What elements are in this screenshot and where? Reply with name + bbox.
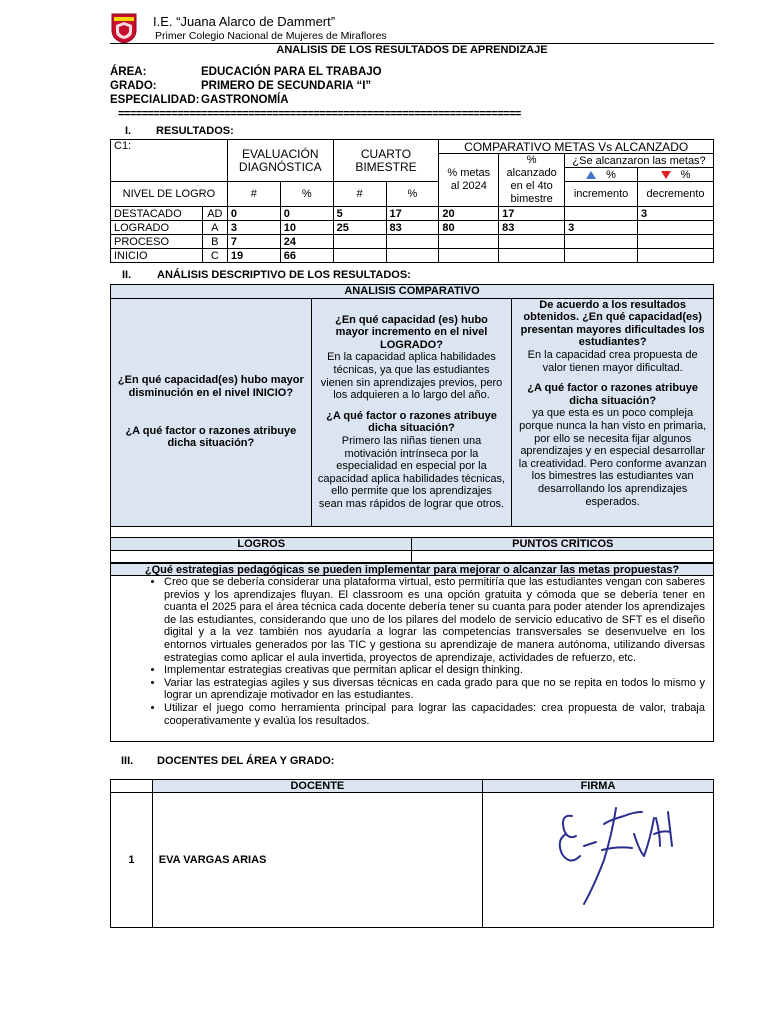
incremento-pct-cell: [565, 168, 638, 182]
results-table: [110, 139, 714, 263]
comparativo-header: COMPARATIVO METAS Vs ALCANZADO: [439, 140, 714, 154]
meta-cell: 80: [439, 221, 499, 235]
num-header: [111, 780, 153, 793]
incremento-cell: [565, 207, 638, 221]
docentes-table: [110, 779, 714, 928]
logrado-factor-question: ¿A qué factor o razones atribuye dicha situación?: [326, 409, 497, 435]
incremento-pct: %: [606, 168, 616, 181]
decremento-pct: %: [680, 168, 691, 181]
se-alcanzaron-header: ¿Se alcanzaron las metas?: [565, 154, 714, 168]
alcanzado-cell: [499, 249, 565, 263]
diag-pct-header: %: [280, 182, 333, 207]
section-2-title: ANÁLISIS DESCRIPTIVO DE LOS RESULTADOS:: [157, 269, 411, 281]
section-1-number: I.: [125, 125, 132, 137]
code-cell: B: [202, 235, 227, 249]
incremento-header: incremento: [565, 182, 638, 207]
docente-name: EVA VARGAS ARIAS: [152, 793, 482, 928]
bim-count-cell: [333, 249, 386, 263]
grado-value: PRIMERO DE SECUNDARIA “I”: [201, 80, 372, 92]
alcanzado-pct-header: % alcanzado en el 4to bimestre: [499, 154, 565, 207]
diag-pct-cell: 66: [280, 249, 333, 263]
code-cell: A: [202, 221, 227, 235]
decremento-cell: [638, 249, 714, 263]
puntos-criticos-cell: [412, 551, 714, 563]
comparative-analysis-table: [110, 284, 714, 540]
decremento-cell: [638, 221, 714, 235]
list-item: • Variar las estrategias agiles y sus diversas técnicas en cada grado para que no se repita en todos lo mismo y lograr un aprendizaje motivador en las estudiantes.: [164, 677, 705, 702]
dificultades-answer: En la capacidad crea propuesta de valor tienen mayor dificultad.: [527, 348, 698, 374]
logrado-factor-answer: Primero las niñas tienen una motivación intrínseca por la especialidad en especial por la capacidad aplica habilidades técnicas, ello permite que los aprendizajes sean mas rápidos de lograr que otros.: [317, 434, 506, 510]
inicio-factor-question: ¿A qué factor o razones atribuye dicha situación?: [125, 424, 297, 450]
diag-pct-cell: 24: [280, 235, 333, 249]
school-subtitle: Primer Colegio Nacional de Mujeres de Miraflores: [155, 30, 387, 42]
section-1-heading: [125, 125, 525, 139]
section-3-heading: [121, 755, 621, 769]
grado-row: [110, 80, 710, 94]
diag-count-cell: 0: [227, 207, 280, 221]
especialidad-row: [110, 94, 710, 108]
table-row: [111, 235, 714, 249]
table-row: [111, 221, 714, 235]
nivel-logro-header: NIVEL DE LOGRO: [111, 182, 228, 207]
analysis-col-dificultades: [512, 298, 714, 526]
logros-cell: [111, 551, 412, 563]
decremento-pct-cell: [638, 168, 714, 182]
dificultades-factor-answer: ya que esta es un poco compleja porque nunca la han visto en primaria, por ello se necesita fijar algunos aprendizajes y en especial desarrollar la creatividad. Pero conforme avanzan los bimestres las estudiantes van desarrollando los aprendizajes esperados.: [518, 407, 707, 508]
alcanzado-cell: 83: [499, 221, 565, 235]
analysis-col-logrado: [311, 298, 512, 526]
bim-count-cell: 25: [333, 221, 386, 235]
section-2-heading: [122, 269, 622, 283]
dificultades-question: De acuerdo a los resultados obtenidos. ¿En qué capacidad(es) presentan mayores dificultades los estudiantes?: [520, 298, 705, 349]
c1-cell: C1:: [111, 140, 228, 182]
bim-pct-cell: 83: [386, 221, 439, 235]
diag-count-cell: 3: [227, 221, 280, 235]
cuarto-bimestre-header: CUARTO BIMESTRE: [333, 140, 439, 182]
bim-pct-cell: [386, 235, 439, 249]
table-row: [111, 207, 714, 221]
meta-cell: [439, 235, 499, 249]
grado-label: GRADO:: [110, 80, 157, 92]
arrow-down-icon: [661, 171, 671, 179]
firma-header: FIRMA: [482, 780, 713, 793]
incremento-cell: 3: [565, 221, 638, 235]
inicio-question: ¿En qué capacidad(es) hubo mayor disminución en el nivel INICIO?: [117, 374, 304, 399]
nivel-cell: LOGRADO: [111, 221, 203, 235]
diag-count-cell: 7: [227, 235, 280, 249]
section-3-title: DOCENTES DEL ÁREA Y GRADO:: [157, 755, 335, 767]
strategies-title: ¿Qué estrategias pedagógicas se pueden implementar para mejorar o alcanzar las metas propuestas?: [110, 563, 714, 576]
area-value: EDUCACIÓN PARA EL TRABAJO: [201, 66, 382, 78]
section-1-title: RESULTADOS:: [156, 125, 234, 137]
logros-table: [110, 537, 714, 563]
area-label: ÁREA:: [110, 66, 147, 78]
document-title: ANALISIS DE LOS RESULTADOS DE APRENDIZAJE: [276, 44, 548, 56]
list-item: • Creo que se debería considerar una plataforma virtual, esto permitiría que las estudiantes vengan con saberes previos y los aprendizajes fluyan. El classroom es una opción gratuita y cómoda que se debería tener en cuanta el 2025 para el área técnica cada docente debería tener su cuanta para poder atender los aprendizajes de las estudiantes, considerando que uno de los pilares del modelo de servicio educativo de SFT es el diseño digital y a la vez también nos ayudaría a lograr las competencias transversales se desenvuelve en los entornos virtuales generados por las TIC y gestiona su aprendizaje de manera autónoma, utilizando diversas estrategias como aplicar el aula invertida, proyectos de aprendizaje, actividades de refuerzo, etc.: [164, 576, 705, 664]
area-row: [110, 66, 710, 80]
alcanzado-cell: 17: [499, 207, 565, 221]
logros-header: LOGROS: [111, 538, 412, 551]
especialidad-label: ESPECIALIDAD:: [110, 94, 200, 106]
section-3-number: III.: [121, 755, 134, 767]
logrado-answer: En la capacidad aplica habilidades técnicas, ya que las estudiantes vienen sin aprendizajes previos, pero los adquieren a lo largo del año.: [320, 351, 503, 402]
nivel-cell: DESTACADO: [111, 207, 203, 221]
bim-pct-cell: [386, 249, 439, 263]
diag-pct-cell: 10: [280, 221, 333, 235]
dificultades-factor-question: ¿A qué factor o razones atribuye dicha situación?: [527, 382, 699, 407]
decremento-header: decremento: [638, 182, 714, 207]
diag-pct-cell: 0: [280, 207, 333, 221]
bim-pct-header: %: [386, 182, 439, 207]
eval-diagnostica-header: EVALUACIÓN DIAGNÓSTICA: [227, 140, 333, 182]
list-item: • Utilizar el juego como herramienta principal para lograr las capacidades: crea propuesta de valor, trabaja cooperativamente y evalúa los resultados.: [164, 702, 705, 727]
table-row: [111, 793, 714, 928]
alcanzado-cell: [499, 235, 565, 249]
incremento-cell: [565, 249, 638, 263]
docente-number: 1: [111, 793, 153, 928]
incremento-cell: [565, 235, 638, 249]
docente-header: DOCENTE: [152, 780, 482, 793]
bim-pct-cell: 17: [386, 207, 439, 221]
bim-count-header: #: [333, 182, 386, 207]
school-logo: [110, 12, 138, 44]
meta-cell: [439, 249, 499, 263]
logrado-question: ¿En qué capacidad (es) hubo mayor incremento en el nivel LOGRADO?: [335, 313, 488, 351]
especialidad-value: GASTRONOMÍA: [201, 94, 289, 106]
code-cell: AD: [202, 207, 227, 221]
arrow-up-icon: [586, 171, 596, 179]
list-item: • Implementar estrategias creativas que permitan aplicar el design thinking.: [164, 664, 705, 677]
strategies-box: [110, 576, 714, 742]
nivel-cell: INICIO: [111, 249, 203, 263]
table-row: [111, 249, 714, 263]
diag-count-cell: 19: [227, 249, 280, 263]
bim-count-cell: [333, 235, 386, 249]
code-cell: C: [202, 249, 227, 263]
separator-line: ====================================================================: [118, 108, 521, 120]
decremento-cell: [638, 235, 714, 249]
bim-count-cell: 5: [333, 207, 386, 221]
section-2-number: II.: [122, 269, 132, 281]
metas-pct-header: % metas al 2024: [439, 154, 499, 207]
analysis-col-inicio: [111, 298, 312, 526]
diag-count-header: #: [227, 182, 280, 207]
signature-image: [484, 794, 712, 923]
firma-cell: [482, 793, 713, 928]
school-name: I.E. “Juana Alarco de Dammert”: [153, 14, 336, 29]
comparativo-title: ANALISIS COMPARATIVO: [111, 285, 714, 299]
puntos-criticos-header: PUNTOS CRÍTICOS: [412, 538, 714, 551]
meta-cell: 20: [439, 207, 499, 221]
decremento-cell: 3: [638, 207, 714, 221]
nivel-cell: PROCESO: [111, 235, 203, 249]
